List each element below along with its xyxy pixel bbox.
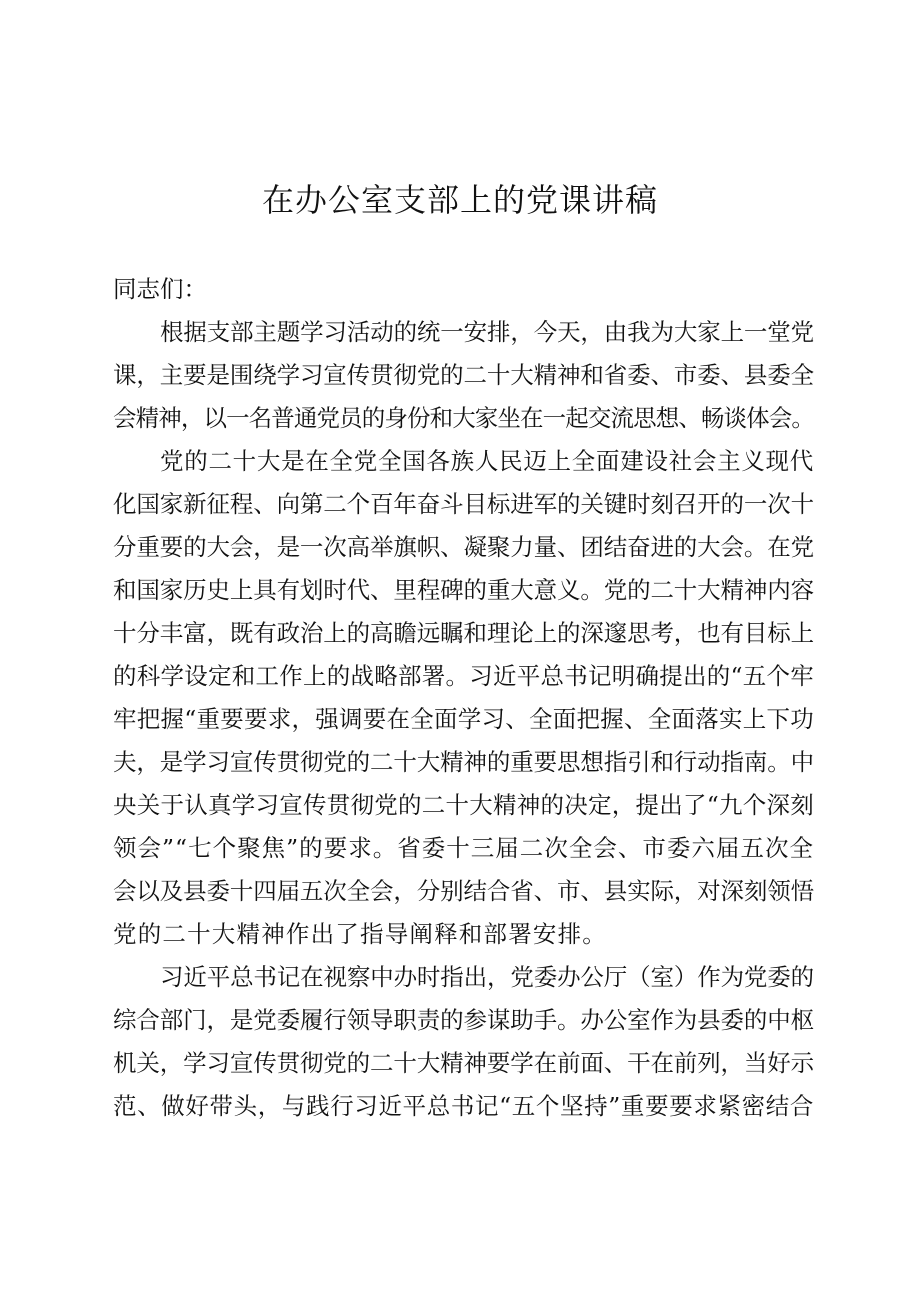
paragraph-line: 机关，学习宣传贯彻党的二十大精神要学在前面、干在前列，当好示 [113, 1049, 815, 1077]
paragraph-line: 课，主要是围绕学习宣传贯彻党的二十大精神和省委、市委、县委全 [113, 361, 815, 389]
paragraph-line: 分重要的大会，是一次高举旗帜、凝聚力量、团结奋进的大会。在党 [113, 533, 815, 561]
paragraph-line: 领会”“七个聚焦”的要求。省委十三届二次全会、市委六届五次全 [113, 834, 814, 862]
paragraph-2 [113, 440, 814, 956]
paragraph-line: 习近平总书记在视察中办时指出，党委办公厅（室）作为党委的 [160, 963, 814, 991]
paragraph-line: 十分丰富，既有政治上的高瞻远瞩和理论上的深邃思考，也有目标上 [113, 619, 815, 647]
document-body [113, 268, 814, 1128]
paragraph-line: 会以及县委十四届五次全会，分别结合省、市、县实际，对深刻领悟 [113, 877, 815, 905]
paragraph-line: 综合部门，是党委履行领导职责的参谋助手。办公室作为县委的中枢 [113, 1006, 815, 1034]
paragraph-line: 党的二十大精神作出了指导阐释和部署安排。 [113, 920, 607, 948]
salutation: 同志们： [113, 275, 207, 303]
paragraph-line: 化国家新征程、向第二个百年奋斗目标进军的关键时刻召开的一次十 [113, 490, 815, 518]
paragraph-line: 央关于认真学习宣传贯彻党的二十大精神的决定，提出了“九个深刻 [113, 791, 814, 819]
paragraph-line: 范、做好带头，与践行习近平总书记“五个坚持”重要要求紧密结合 [113, 1092, 814, 1120]
paragraph-line: 牢把握“重要要求，强调要在全面学习、全面把握、全面落实上下功 [113, 705, 814, 733]
paragraph-line: 党的二十大是在全党全国各族人民迈上全面建设社会主义现代 [160, 447, 814, 475]
paragraph-3 [113, 956, 814, 1128]
paragraph-1 [113, 311, 814, 440]
paragraph-line: 夫，是学习宣传贯彻党的二十大精神的重要思想指引和行动指南。中 [113, 748, 815, 776]
paragraph-line: 和国家历史上具有划时代、里程碑的重大意义。党的二十大精神内容 [113, 576, 815, 604]
paragraph-line: 会精神，以一名普通党员的身份和大家坐在一起交流思想、畅谈体会。 [113, 404, 815, 432]
document-title: 在办公室支部上的党课讲稿 [261, 181, 658, 219]
paragraph-line: 的科学设定和工作上的战略部署。习近平总书记明确提出的“五个牢 [113, 662, 814, 690]
paragraph-line: 根据支部主题学习活动的统一安排，今天，由我为大家上一堂党 [160, 318, 814, 346]
